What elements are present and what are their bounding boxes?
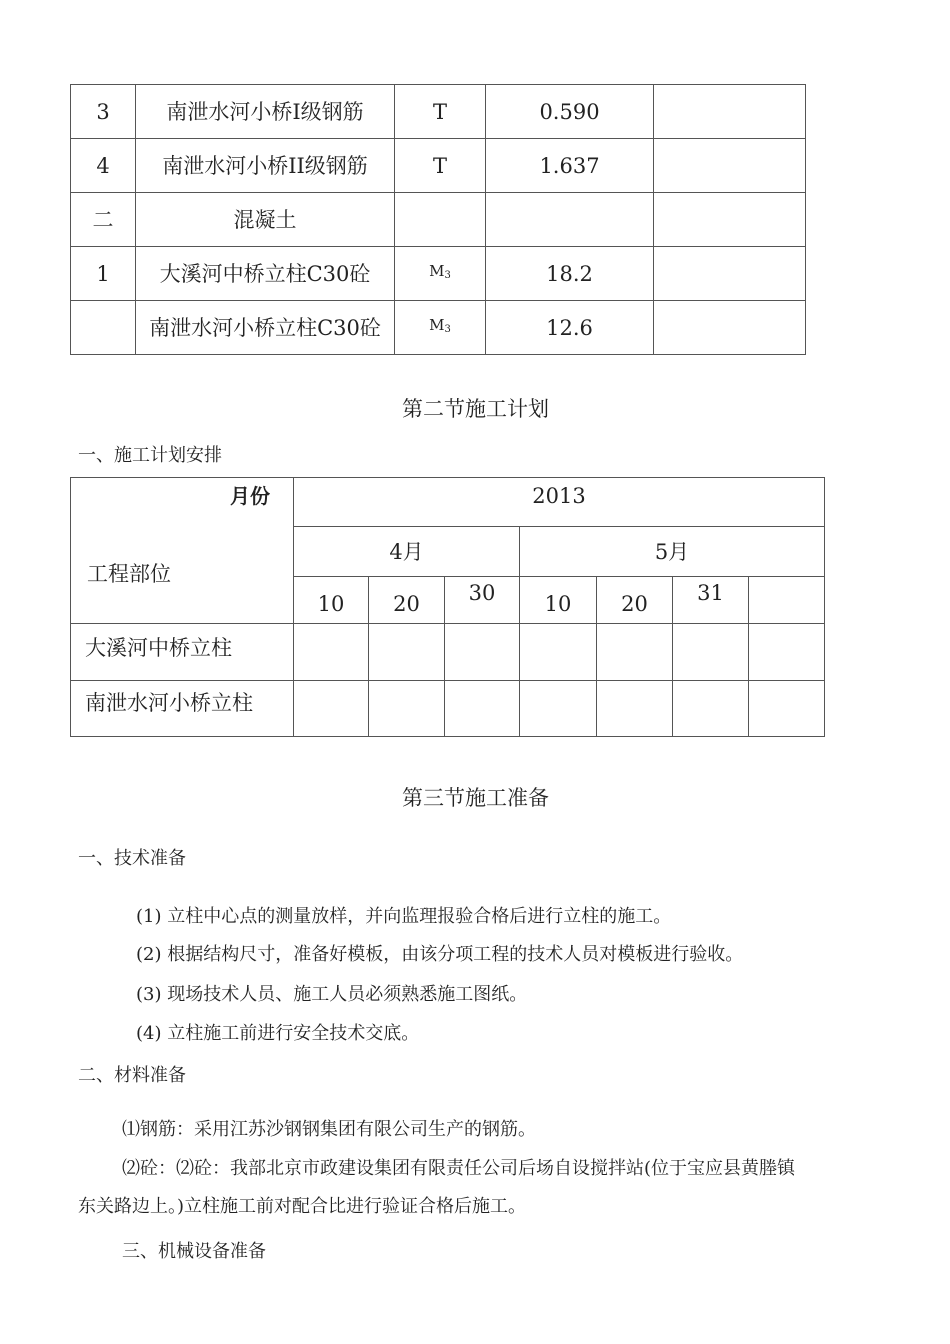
item-unit bbox=[395, 247, 486, 301]
day-header: 30 bbox=[445, 577, 520, 624]
item-unit: T bbox=[395, 139, 486, 193]
tech-item: (2) 根据结构尺寸，准备好模板，由该分项工程的技术人员对模板进行验收。 bbox=[136, 944, 744, 965]
material-item-continued: 东关路边上。)立柱施工前对配合比进行验证合格后施工。 bbox=[78, 1196, 527, 1217]
unit-text: M bbox=[429, 262, 445, 280]
section-2-title: 第二节施工计划 bbox=[402, 397, 549, 421]
table-row bbox=[71, 193, 806, 247]
day-header: 31 bbox=[673, 577, 749, 624]
day-header: 20 bbox=[369, 577, 445, 624]
schedule-cell bbox=[673, 624, 749, 681]
day-header: 10 bbox=[520, 577, 597, 624]
schedule-cell bbox=[597, 681, 673, 737]
schedule-cell bbox=[520, 624, 597, 681]
schedule-cell bbox=[673, 681, 749, 737]
day-header bbox=[749, 577, 825, 624]
item-note bbox=[654, 85, 806, 139]
month-header: 4月 bbox=[294, 527, 520, 577]
tech-item: (3) 现场技术人员、施工人员必须熟悉施工图纸。 bbox=[136, 984, 528, 1005]
item-note bbox=[654, 301, 806, 355]
item-quantity: 12.6 bbox=[486, 301, 654, 355]
materials-table bbox=[70, 84, 806, 355]
day-header: 20 bbox=[597, 577, 673, 624]
row-number: 3 bbox=[71, 85, 136, 139]
schedule-cell bbox=[749, 681, 825, 737]
item-unit bbox=[395, 193, 486, 247]
project-part: 南泄水河小桥立柱 bbox=[71, 681, 294, 737]
item-unit: T bbox=[395, 85, 486, 139]
row-number: 4 bbox=[71, 139, 136, 193]
table-row bbox=[71, 681, 825, 737]
schedule-cell bbox=[749, 624, 825, 681]
schedule-cell bbox=[445, 681, 520, 737]
schedule-cell bbox=[369, 624, 445, 681]
table-row bbox=[71, 247, 806, 301]
item-note bbox=[654, 247, 806, 301]
equipment-prep-heading: 三、机械设备准备 bbox=[122, 1241, 266, 1262]
unit-subscript: 3 bbox=[444, 324, 451, 335]
item-note bbox=[654, 139, 806, 193]
day-header: 10 bbox=[294, 577, 369, 624]
material-prep-heading: 二、材料准备 bbox=[78, 1065, 186, 1086]
item-quantity: 1.637 bbox=[486, 139, 654, 193]
schedule-cell bbox=[294, 624, 369, 681]
item-quantity bbox=[486, 193, 654, 247]
item-name: 南泄水河小桥Ⅰ级钢筋 bbox=[136, 85, 395, 139]
project-part: 大溪河中桥立柱 bbox=[71, 624, 294, 681]
project-part-label: 工程部位 bbox=[87, 562, 171, 586]
year-row bbox=[71, 478, 825, 527]
material-item: ⑵砼：⑵砼：我部北京市政建设集团有限责任公司后场自设搅拌站(位于宝应县黄塍镇 bbox=[122, 1158, 796, 1179]
table-row bbox=[71, 301, 806, 355]
schedule-cell bbox=[520, 681, 597, 737]
item-quantity: 0.590 bbox=[486, 85, 654, 139]
schedule-cell bbox=[445, 624, 520, 681]
material-item: ⑴钢筋：采用江苏沙钢钢集团有限公司生产的钢筋。 bbox=[122, 1119, 536, 1140]
table-row bbox=[71, 624, 825, 681]
corner-header bbox=[71, 478, 294, 624]
schedule-cell bbox=[369, 681, 445, 737]
item-name: 大溪河中桥立柱C30砼 bbox=[136, 247, 395, 301]
year-header: 2013 bbox=[294, 478, 825, 527]
item-note bbox=[654, 193, 806, 247]
section-3-title: 第三节施工准备 bbox=[402, 786, 549, 810]
tech-prep-heading: 一、技术准备 bbox=[78, 848, 186, 869]
unit-subscript: 3 bbox=[444, 270, 451, 281]
item-name: 混凝土 bbox=[136, 193, 395, 247]
table-row bbox=[71, 85, 806, 139]
unit-text: M bbox=[429, 316, 445, 334]
item-quantity: 18.2 bbox=[486, 247, 654, 301]
schedule-cell bbox=[294, 681, 369, 737]
month-label: 月份 bbox=[230, 484, 270, 508]
item-name: 南泄水河小桥立柱C30砼 bbox=[136, 301, 395, 355]
tech-item: (1) 立柱中心点的测量放样，并向监理报验合格后进行立柱的施工。 bbox=[136, 906, 672, 927]
schedule-table bbox=[70, 477, 825, 737]
schedule-cell bbox=[597, 624, 673, 681]
section-2-subheading: 一、施工计划安排 bbox=[78, 445, 222, 466]
row-number: 1 bbox=[71, 247, 136, 301]
item-unit bbox=[395, 301, 486, 355]
month-header: 5月 bbox=[520, 527, 825, 577]
item-name: 南泄水河小桥II级钢筋 bbox=[136, 139, 395, 193]
tech-item: (4) 立柱施工前进行安全技术交底。 bbox=[136, 1023, 420, 1044]
row-number bbox=[71, 301, 136, 355]
table-row bbox=[71, 139, 806, 193]
row-number: 二 bbox=[71, 193, 136, 247]
